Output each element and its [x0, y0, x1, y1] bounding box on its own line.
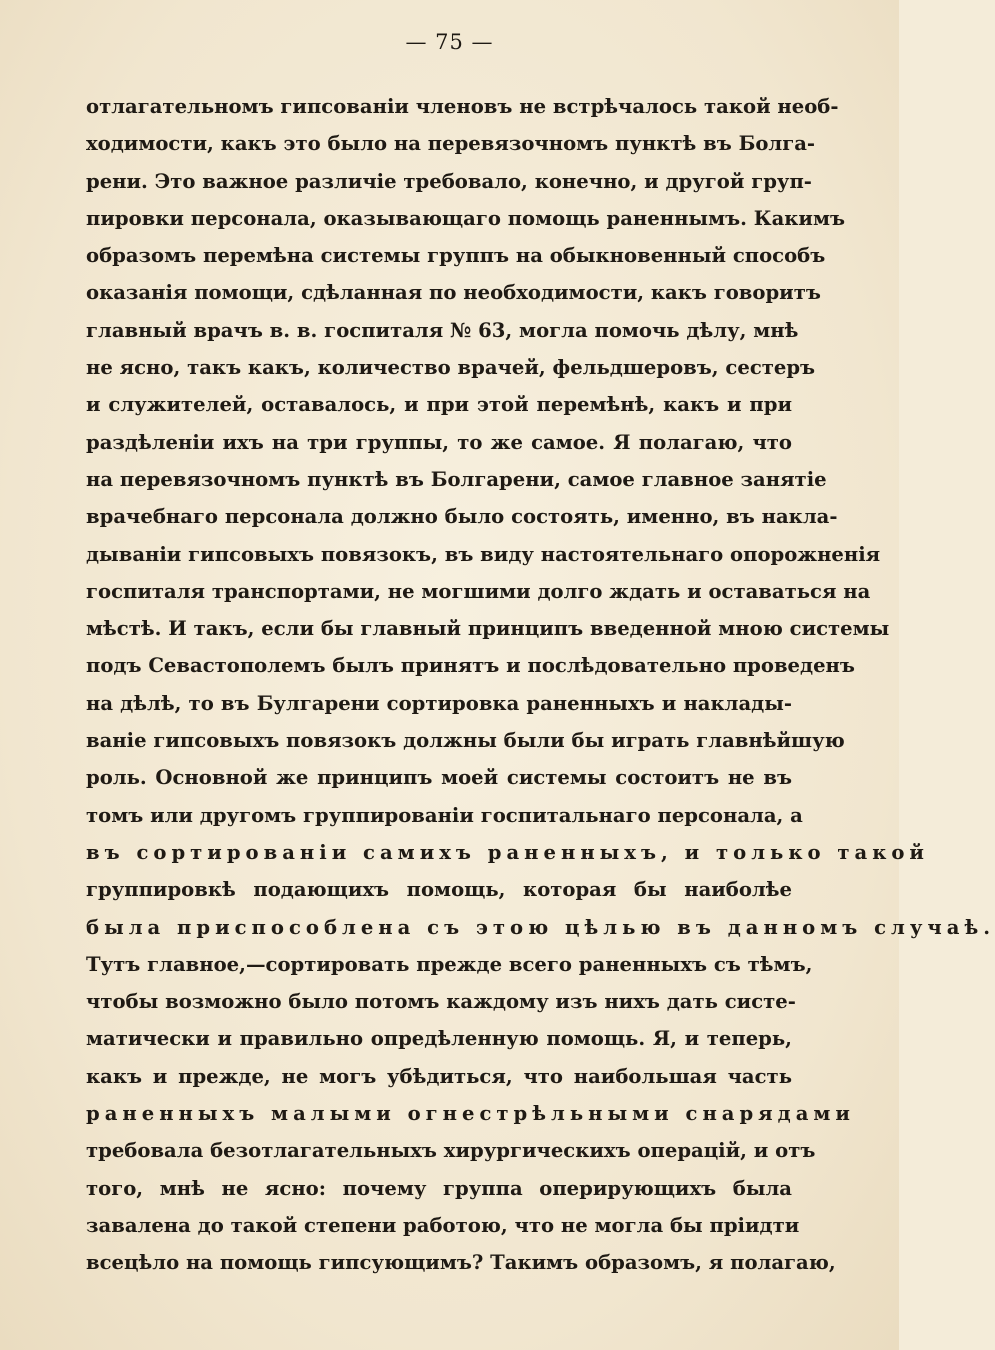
text-line: раненныхъ малыми огнестрѣльными снарядами [86, 1102, 855, 1126]
text-line: дываніи гипсовыхъ повязокъ, въ виду настоятельнаго опорожненія [86, 542, 881, 566]
text-line: отлагательномъ гипсованіи членовъ не встрѣчалось такой необ- [86, 95, 839, 118]
text-line: томъ или другомъ группированіи госпитальнаго персонала, а [86, 803, 803, 827]
text-line: госпиталя транспортами, не могшими долго ждать и оставаться на [86, 579, 871, 603]
text-line: была приспособлена съ этою цѣлью въ данномъ случаѣ. [86, 915, 995, 939]
text-line: подъ Севастополемъ былъ принятъ и послѣдовательно проведенъ [86, 654, 855, 678]
page-number: — 75 — [405, 30, 494, 54]
text-line: того, мнѣ не ясно: почему группа оперирующихъ была [86, 1176, 792, 1200]
text-line: оказанія помощи, сдѣланная по необходимости, какъ говоритъ [86, 281, 821, 305]
text-line: не ясно, такъ какъ, количество врачей, фельдшеровъ, сестеръ [86, 356, 816, 380]
text-line: въ сортированіи самихъ раненныхъ, и только такой [86, 840, 929, 864]
text-line: пировки персонала, оказывающаго помощь раненнымъ. Какимъ [86, 206, 846, 230]
text-line: мѣстѣ. И такъ, если бы главный принципъ введенной мною системы [86, 617, 890, 641]
text-line: группировкѣ подающихъ помощь, которая бы наиболѣе [86, 878, 792, 902]
text-line: и служителей, оставалось, и при этой перемѣнѣ, какъ и при [86, 393, 792, 417]
text-line: какъ и прежде, не могъ убѣдиться, что наибольшая часть [86, 1064, 792, 1088]
text-line: ваніе гипсовыхъ повязокъ должны были бы играть главнѣйшую [86, 729, 845, 753]
text-line: на дѣлѣ, то въ Булгарени сортировка раненныхъ и наклады- [86, 691, 792, 715]
text-line: ходимости, какъ это было на перевязочномъ пунктѣ въ Болга- [86, 132, 816, 156]
text-line: на перевязочномъ пунктѣ въ Болгарени, самое главное занятіе [86, 467, 827, 491]
text-line: завалена до такой степени работою, что не могла бы пріидти [86, 1213, 800, 1237]
text-line: врачебнаго персонала должно было состоять, именно, въ накла- [86, 505, 838, 529]
body-text [86, 88, 995, 1282]
text-line: образомъ перемѣна системы группъ на обыкновенный способъ [86, 244, 826, 268]
text-line: матически и правильно опредѣленную помощь. Я, и теперь, [86, 1027, 792, 1051]
text-line: требовала безотлагательныхъ хирургическихъ операцій, и отъ [86, 1139, 816, 1163]
text-line: роль. Основной же принципъ моей системы состоитъ не въ [86, 766, 792, 790]
text-line: главный врачъ в. в. госпиталя № 63, могла помочь дѣлу, мнѣ [86, 318, 799, 342]
text-line: раздѣленіи ихъ на три группы, то же самое. Я полагаю, что [86, 430, 792, 454]
text-line: рени. Это важное различіе требовало, конечно, и другой груп- [86, 169, 812, 193]
text-line: всецѣло на помощь гипсующимъ? Такимъ образомъ, я полагаю, [86, 1251, 836, 1275]
text-line: чтобы возможно было потомъ каждому изъ нихъ дать систе- [86, 990, 796, 1014]
text-line: Тутъ главное,—сортировать прежде всего раненныхъ съ тѣмъ, [86, 952, 813, 976]
